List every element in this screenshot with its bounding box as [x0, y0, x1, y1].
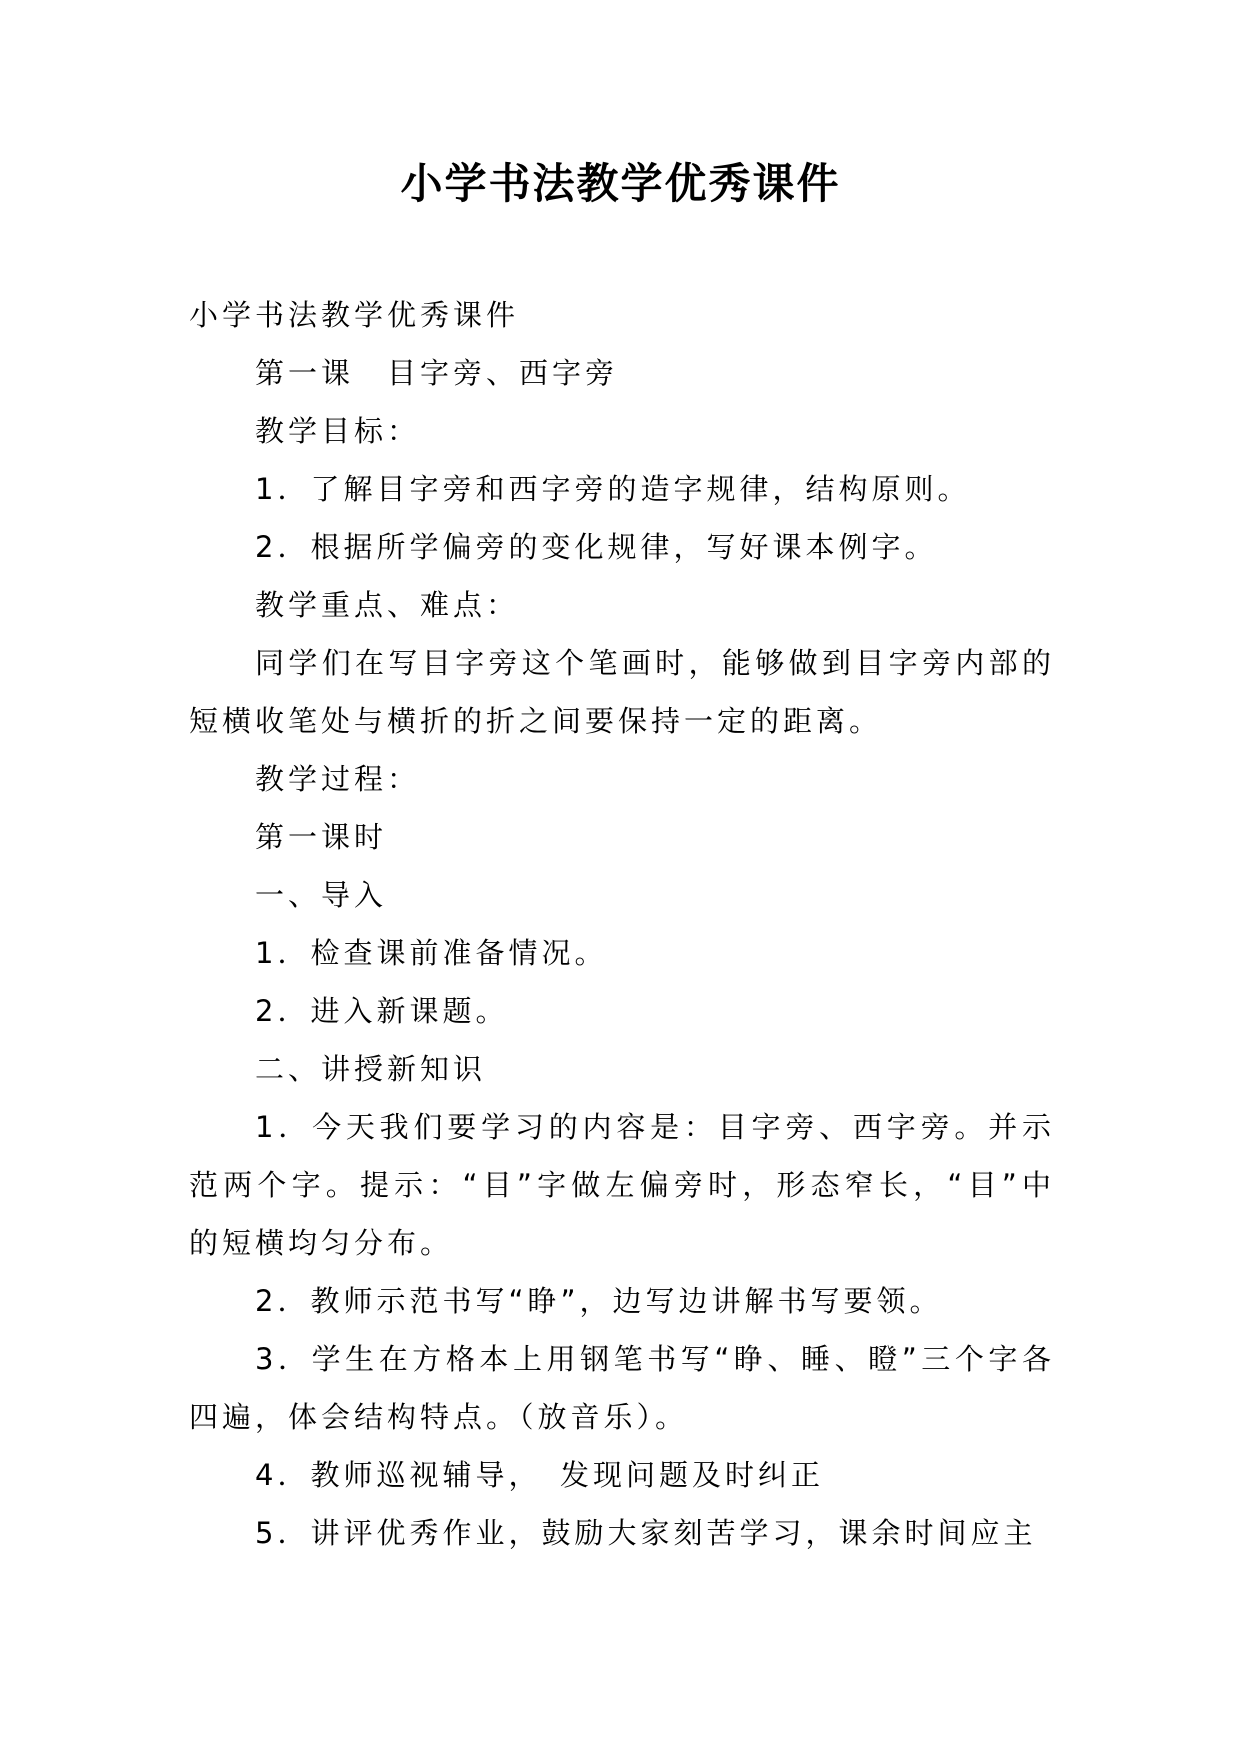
paragraph: 4．教师巡视辅导， 发现问题及时纠正	[255, 1458, 824, 1492]
paragraph: 教学目标：	[255, 414, 421, 448]
paragraph: 小学书法教学优秀课件	[189, 298, 520, 332]
paragraph: 教学重点、难点：	[255, 588, 520, 622]
paragraph: 2．进入新课题。	[255, 994, 509, 1028]
paragraph: 1．了解目字旁和西字旁的造字规律，结构原则。	[255, 472, 971, 506]
paragraph: 1．今天我们要学习的内容是：目字旁、西字旁。并示范两个字。提示：“目”字做左偏旁时，形态窄长，“目”中的短横均匀分布。	[189, 1110, 1055, 1260]
paragraph: 2．根据所学偏旁的变化规律，写好课本例字。	[255, 530, 938, 564]
paragraph: 二、讲授新知识	[255, 1052, 487, 1086]
paragraph: 第一课时	[255, 820, 388, 854]
document-body	[189, 286, 1055, 1562]
paragraph: 2．教师示范书写“睁”，边写边讲解书写要领。	[255, 1284, 943, 1318]
paragraph: 第一课 目字旁、西字旁	[255, 356, 619, 390]
document-title: 小学书法教学优秀课件	[400, 159, 841, 208]
paragraph: 一、导入	[255, 878, 388, 912]
paragraph: 教学过程：	[255, 762, 421, 796]
paragraph: 5．讲评优秀作业，鼓励大家刻苦学习，课余时间应主	[255, 1516, 1037, 1550]
paragraph: 3．学生在方格本上用钢笔书写“睁、睡、瞪”三个字各四遍，体会结构特点。（放音乐）。	[189, 1342, 1055, 1434]
paragraph: 1．检查课前准备情况。	[255, 936, 608, 970]
paragraph: 同学们在写目字旁这个笔画时，能够做到目字旁内部的短横收笔处与横折的折之间要保持一定的距离。	[189, 646, 1055, 738]
